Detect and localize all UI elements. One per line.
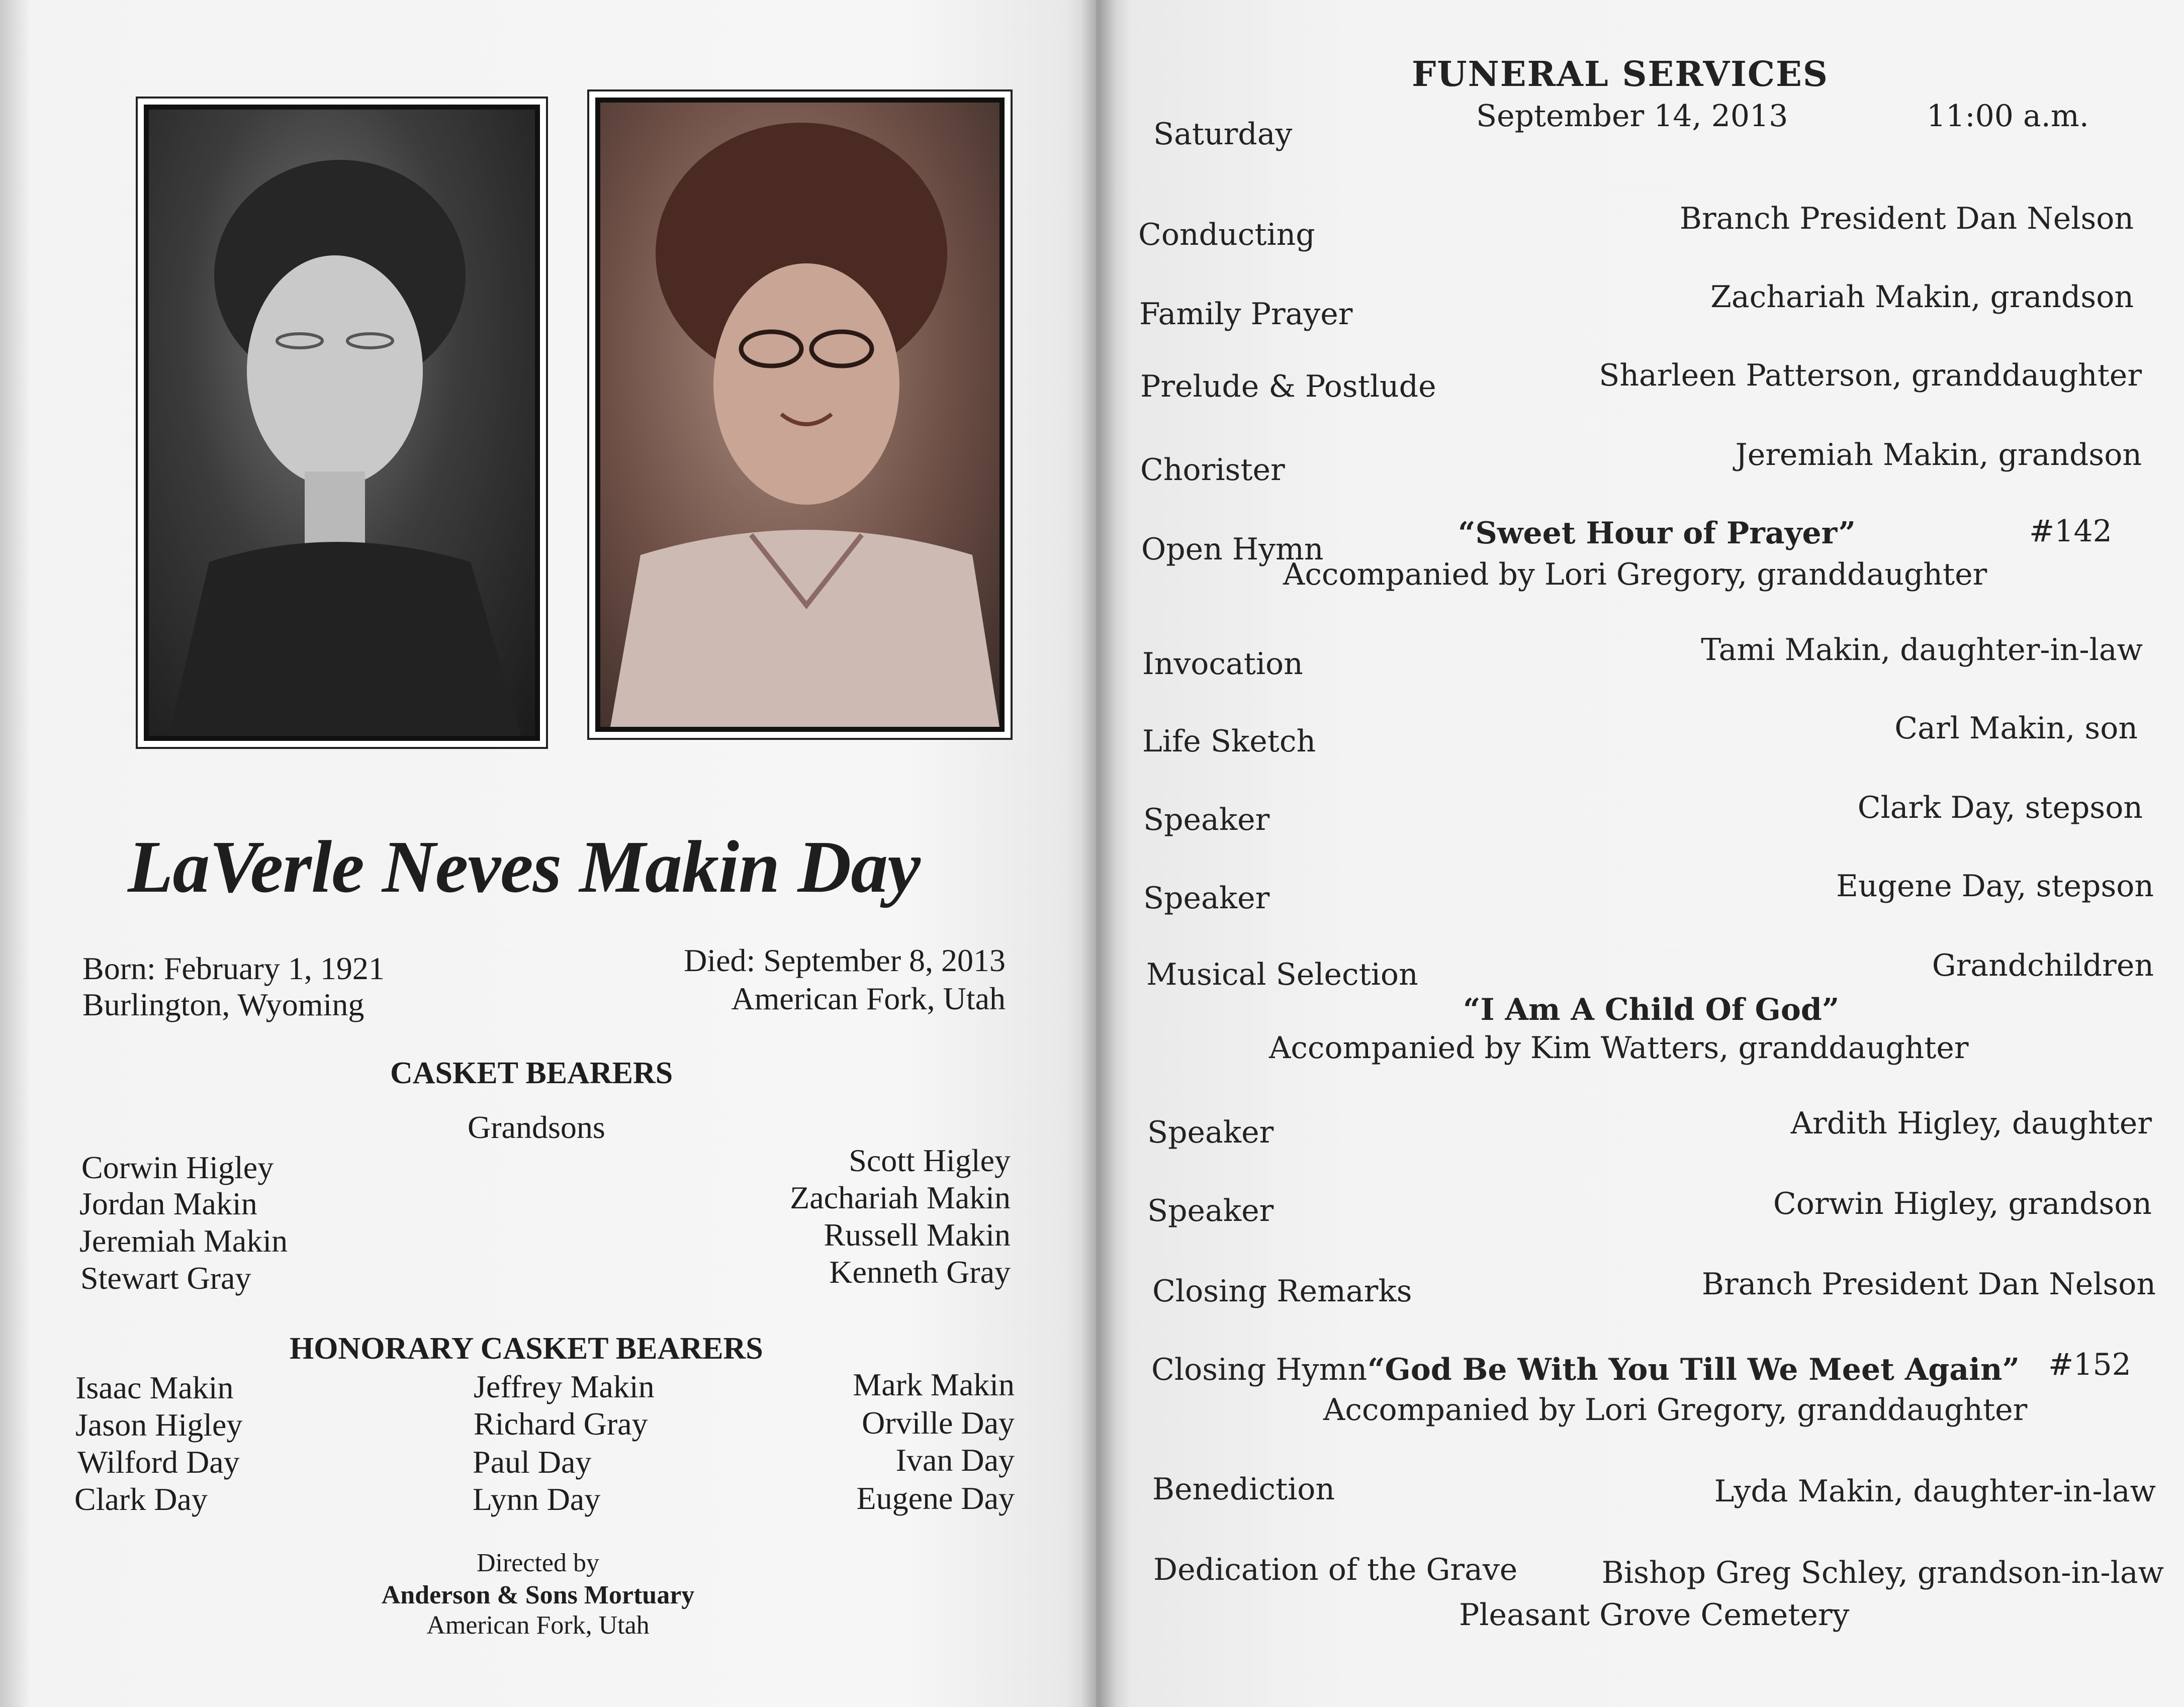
musical-title: “I Am A Child Of God”: [1463, 992, 1840, 1027]
person-chorister: Jeremiah Makin, grandson: [1735, 437, 2142, 472]
closing-hymn-number: #152: [2048, 1347, 2131, 1382]
person-speaker-4: Corwin Higley, grandson: [1773, 1186, 2152, 1221]
role-closing-hymn: Closing Hymn: [1151, 1352, 1368, 1387]
person-life-sketch: Carl Makin, son: [1894, 711, 2138, 746]
closing-hymn-accompanied: Accompanied by Lori Gregory, granddaughter: [1323, 1392, 2028, 1428]
role-speaker-4: Speaker: [1147, 1193, 1274, 1228]
directed-by: Directed by: [476, 1549, 599, 1577]
person-invocation: Tami Makin, daughter-in-law: [1701, 632, 2143, 668]
portrait-young-image: [149, 110, 535, 736]
person-speaker-2: Eugene Day, stepson: [1836, 869, 2154, 904]
role-musical-selection: Musical Selection: [1146, 957, 1418, 992]
honorary-col3-0: Mark Makin: [853, 1367, 1015, 1402]
role-dedication: Dedication of the Grave: [1153, 1552, 1518, 1587]
casket-right-0: Scott Higley: [849, 1143, 1011, 1178]
casket-left-0: Corwin Higley: [81, 1150, 274, 1185]
deceased-name: LaVerle Neves Makin Day: [128, 826, 920, 908]
services-heading: FUNERAL SERVICES: [1412, 54, 1829, 94]
casket-right-2: Russell Makin: [824, 1217, 1011, 1253]
role-open-hymn: Open Hymn: [1141, 532, 1324, 567]
casket-bearers-heading: CASKET BEARERS: [390, 1056, 673, 1090]
honorary-col2-2: Paul Day: [473, 1444, 592, 1480]
role-benediction: Benediction: [1152, 1472, 1335, 1507]
closing-hymn-title: “God Be With You Till We Meet Again”: [1368, 1352, 2020, 1387]
service-day: Saturday: [1153, 117, 1293, 152]
honorary-col1-1: Jason Higley: [75, 1407, 243, 1443]
born-place: Burlington, Wyoming: [82, 987, 365, 1022]
service-date: September 14, 2013: [1476, 99, 1788, 134]
mortuary-place: American Fork, Utah: [426, 1611, 650, 1640]
dedication-place: Pleasant Grove Cemetery: [1459, 1597, 1850, 1633]
died-date: Died: September 8, 2013: [684, 942, 1006, 978]
person-family-prayer: Zachariah Makin, grandson: [1710, 279, 2134, 315]
honorary-col3-2: Ivan Day: [895, 1442, 1015, 1478]
role-closing-remarks: Closing Remarks: [1152, 1274, 1412, 1309]
casket-left-1: Jordan Makin: [79, 1186, 257, 1221]
right-page: [1096, 0, 2184, 1707]
portrait-older: [587, 89, 1013, 740]
honorary-col1-2: Wilford Day: [77, 1444, 240, 1480]
honorary-col3-1: Orville Day: [862, 1405, 1015, 1441]
role-chorister: Chorister: [1140, 452, 1285, 488]
page-fold: [1081, 0, 1116, 1707]
person-conducting: Branch President Dan Nelson: [1679, 201, 2134, 236]
role-invocation: Invocation: [1142, 646, 1303, 682]
honorary-col2-1: Richard Gray: [474, 1406, 648, 1442]
honorary-col1-0: Isaac Makin: [75, 1370, 234, 1405]
honorary-col2-0: Jeffrey Makin: [474, 1369, 655, 1404]
person-dedication: Bishop Greg Schley, grandson-in-law: [1601, 1555, 2164, 1590]
casket-right-3: Kenneth Gray: [829, 1254, 1011, 1290]
born-date: Born: February 1, 1921: [82, 951, 385, 986]
role-family-prayer: Family Prayer: [1139, 297, 1353, 332]
honorary-col3-3: Eugene Day: [856, 1480, 1015, 1516]
mortuary-name: Anderson & Sons Mortuary: [381, 1581, 695, 1609]
casket-right-1: Zachariah Makin: [790, 1180, 1011, 1215]
casket-left-2: Jeremiah Makin: [79, 1223, 288, 1259]
role-prelude: Prelude & Postlude: [1140, 369, 1436, 404]
person-closing-remarks: Branch President Dan Nelson: [1701, 1267, 2156, 1302]
grandsons-label: Grandsons: [468, 1109, 605, 1145]
role-life-sketch: Life Sketch: [1142, 724, 1316, 759]
died-place: American Fork, Utah: [731, 981, 1006, 1016]
portrait-young: [136, 97, 548, 749]
honorary-col2-3: Lynn Day: [473, 1481, 601, 1517]
casket-left-3: Stewart Gray: [80, 1260, 251, 1296]
role-speaker-2: Speaker: [1143, 881, 1270, 916]
open-hymn-title: “Sweet Hour of Prayer”: [1458, 516, 1856, 551]
honorary-heading: HONORARY CASKET BEARERS: [290, 1332, 763, 1366]
role-speaker-3: Speaker: [1147, 1115, 1274, 1150]
role-speaker-1: Speaker: [1143, 802, 1270, 837]
honorary-col1-3: Clark Day: [74, 1481, 208, 1517]
person-benediction: Lyda Makin, daughter-in-law: [1714, 1474, 2156, 1509]
role-conducting: Conducting: [1138, 217, 1315, 252]
person-speaker-1: Clark Day, stepson: [1857, 790, 2143, 825]
service-time: 11:00 a.m.: [1927, 99, 2089, 134]
open-hymn-accompanied: Accompanied by Lori Gregory, granddaughter: [1283, 557, 1987, 592]
musical-accompanied: Accompanied by Kim Watters, granddaughter: [1269, 1030, 1969, 1066]
person-speaker-3: Ardith Higley, daughter: [1790, 1106, 2152, 1141]
open-hymn-number: #142: [2029, 514, 2112, 549]
person-prelude: Sharleen Patterson, granddaughter: [1599, 358, 2142, 393]
person-musical-selection: Grandchildren: [1932, 948, 2154, 983]
portrait-older-image: [600, 103, 999, 727]
